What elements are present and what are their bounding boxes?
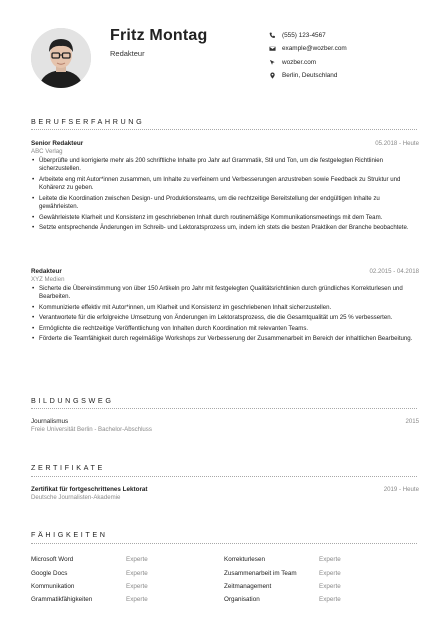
job-bullets <box>31 157 419 233</box>
education-item <box>31 418 419 433</box>
skills-row <box>31 580 417 593</box>
section-divider <box>31 543 417 544</box>
section-divider <box>31 129 417 130</box>
bullet-item: • Gewährleistete Klarheit und Konsistenz im geschriebenen Inhalt durch routinemäßige Kommunikationsmeetings mit dem Team. <box>31 214 419 222</box>
skill-name: Zeitmanagement <box>224 582 272 590</box>
skill-name: Organisation <box>224 596 260 604</box>
experience-item <box>31 140 419 235</box>
bullet-item: • Förderte die Teamfähigkeit durch regelmäßige Workshops zur Verbesserung der Zusammenarbeit im Bereich der inhaltlichen Bearbeitung. <box>31 335 419 343</box>
contact-phone-text: (555) 123-4567 <box>282 32 326 40</box>
skill-name: Google Docs <box>31 569 68 577</box>
certificate-issuer: Deutsche Journalisten-Akademie <box>31 494 121 501</box>
avatar <box>31 28 91 88</box>
job-dates: 05.2018 - Heute <box>375 140 419 147</box>
phone-icon <box>268 32 276 40</box>
bullet-item: • Setzte entsprechende Änderungen im Schreib- und Lektoratsprozess um, indem ich stets die besten Praktiken der Branche beobachtete. <box>31 224 419 232</box>
section-title-experience: BERUFSERFAHRUNG <box>31 117 145 126</box>
skill-level: Experte <box>126 582 148 590</box>
candidate-role: Redakteur <box>110 49 145 58</box>
education-title: Journalismus <box>31 418 69 425</box>
job-company: XYZ Medien <box>31 276 65 283</box>
skill-level: Experte <box>319 582 341 590</box>
bullet-item: • Leitete die Koordination zwischen Design- und Produktionsteams, um die rechtzeitige Bereitstellung der endgültigen Inhalte zu gewährleisten. <box>31 195 419 212</box>
bullet-item: • Überprüfte und korrigierte mehr als 200 schriftliche Inhalte pro Jahr auf Grammatik, Stil und Ton, um die festgelegten Richtlinien sicherzustellen. <box>31 157 419 174</box>
skill-name: Grammatikfähigkeiten <box>31 596 93 604</box>
contact-email[interactable] <box>268 42 438 55</box>
job-dates: 02.2015 - 04.2018 <box>369 268 419 275</box>
bullet-item: • Kommunizierte effektiv mit Autor*innen, um Klarheit und Konsistenz im geschriebenen Inhalt sicherzustellen. <box>31 304 419 312</box>
contact-list <box>268 29 438 82</box>
experience-item <box>31 268 419 346</box>
bullet-item: • Arbeitete eng mit Autor*innen zusammen, um Inhalte zu verfeinern und Verbesserungen anzustreben sowie Feedback zu Struktur und Kohärenz zu geben. <box>31 176 419 193</box>
skill-level: Experte <box>319 596 341 604</box>
contact-email-text[interactable]: example@wozber.com <box>282 45 347 53</box>
skill-level: Experte <box>126 556 148 564</box>
candidate-name: Fritz Montag <box>110 27 208 44</box>
certificate-dates: 2019 - Heute <box>383 486 419 493</box>
skill-level: Experte <box>126 596 148 604</box>
job-title: Redakteur <box>31 268 62 275</box>
profile-photo <box>31 28 91 88</box>
bullet-item: • Verantwortete für die erfolgreiche Umsetzung von Änderungen im Lektoratsprozess, die die Gesamtqualität um 25 % verbesserten. <box>31 314 419 322</box>
job-title: Senior Redakteur <box>31 140 84 147</box>
contact-website[interactable] <box>268 56 438 69</box>
contact-location-text: Berlin, Deutschland <box>282 72 338 80</box>
section-divider <box>31 476 417 477</box>
skill-name: Korrekturlesen <box>224 556 265 564</box>
job-bullets <box>31 285 419 344</box>
section-divider <box>31 408 417 409</box>
contact-phone <box>268 29 438 42</box>
skills-row <box>31 593 417 606</box>
skill-name: Zusammenarbeit im Team <box>224 569 297 577</box>
skill-level: Experte <box>126 569 148 577</box>
skill-level: Experte <box>319 556 341 564</box>
location-pin-icon <box>268 72 276 80</box>
skills-row <box>31 566 417 579</box>
skills-grid <box>31 553 417 607</box>
contact-location <box>268 69 438 82</box>
certificate-title: Zertifikat für fortgeschrittenes Lektorat <box>31 486 148 493</box>
section-title-certificates: ZERTIFIKATE <box>31 463 105 472</box>
section-title-education: BILDUNGSWEG <box>31 396 114 405</box>
contact-website-text[interactable]: wozber.com <box>282 58 317 66</box>
section-title-skills: FÄHIGKEITEN <box>31 530 108 539</box>
skill-name: Kommunikation <box>31 582 75 590</box>
link-icon <box>268 58 276 66</box>
bullet-item: • Ermöglichte die rechtzeitige Veröffentlichung von Inhalten durch Koordination mit relevanten Teams. <box>31 325 419 333</box>
skill-level: Experte <box>319 569 341 577</box>
job-company: ABC Verlag <box>31 148 63 155</box>
bullet-item: • Sicherte die Übereinstimmung von über 150 Artikeln pro Jahr mit festgelegten Qualitätsrichtlinien durch gründliches Korrekturlesen und Bearbeiten. <box>31 285 419 302</box>
skills-row <box>31 553 417 566</box>
skill-name: Microsoft Word <box>31 556 74 564</box>
mail-icon <box>268 45 276 53</box>
education-institution: Freie Universität Berlin - Bachelor-Abschluss <box>31 426 152 433</box>
certificate-item <box>31 486 419 501</box>
education-dates: 2015 <box>405 418 419 425</box>
